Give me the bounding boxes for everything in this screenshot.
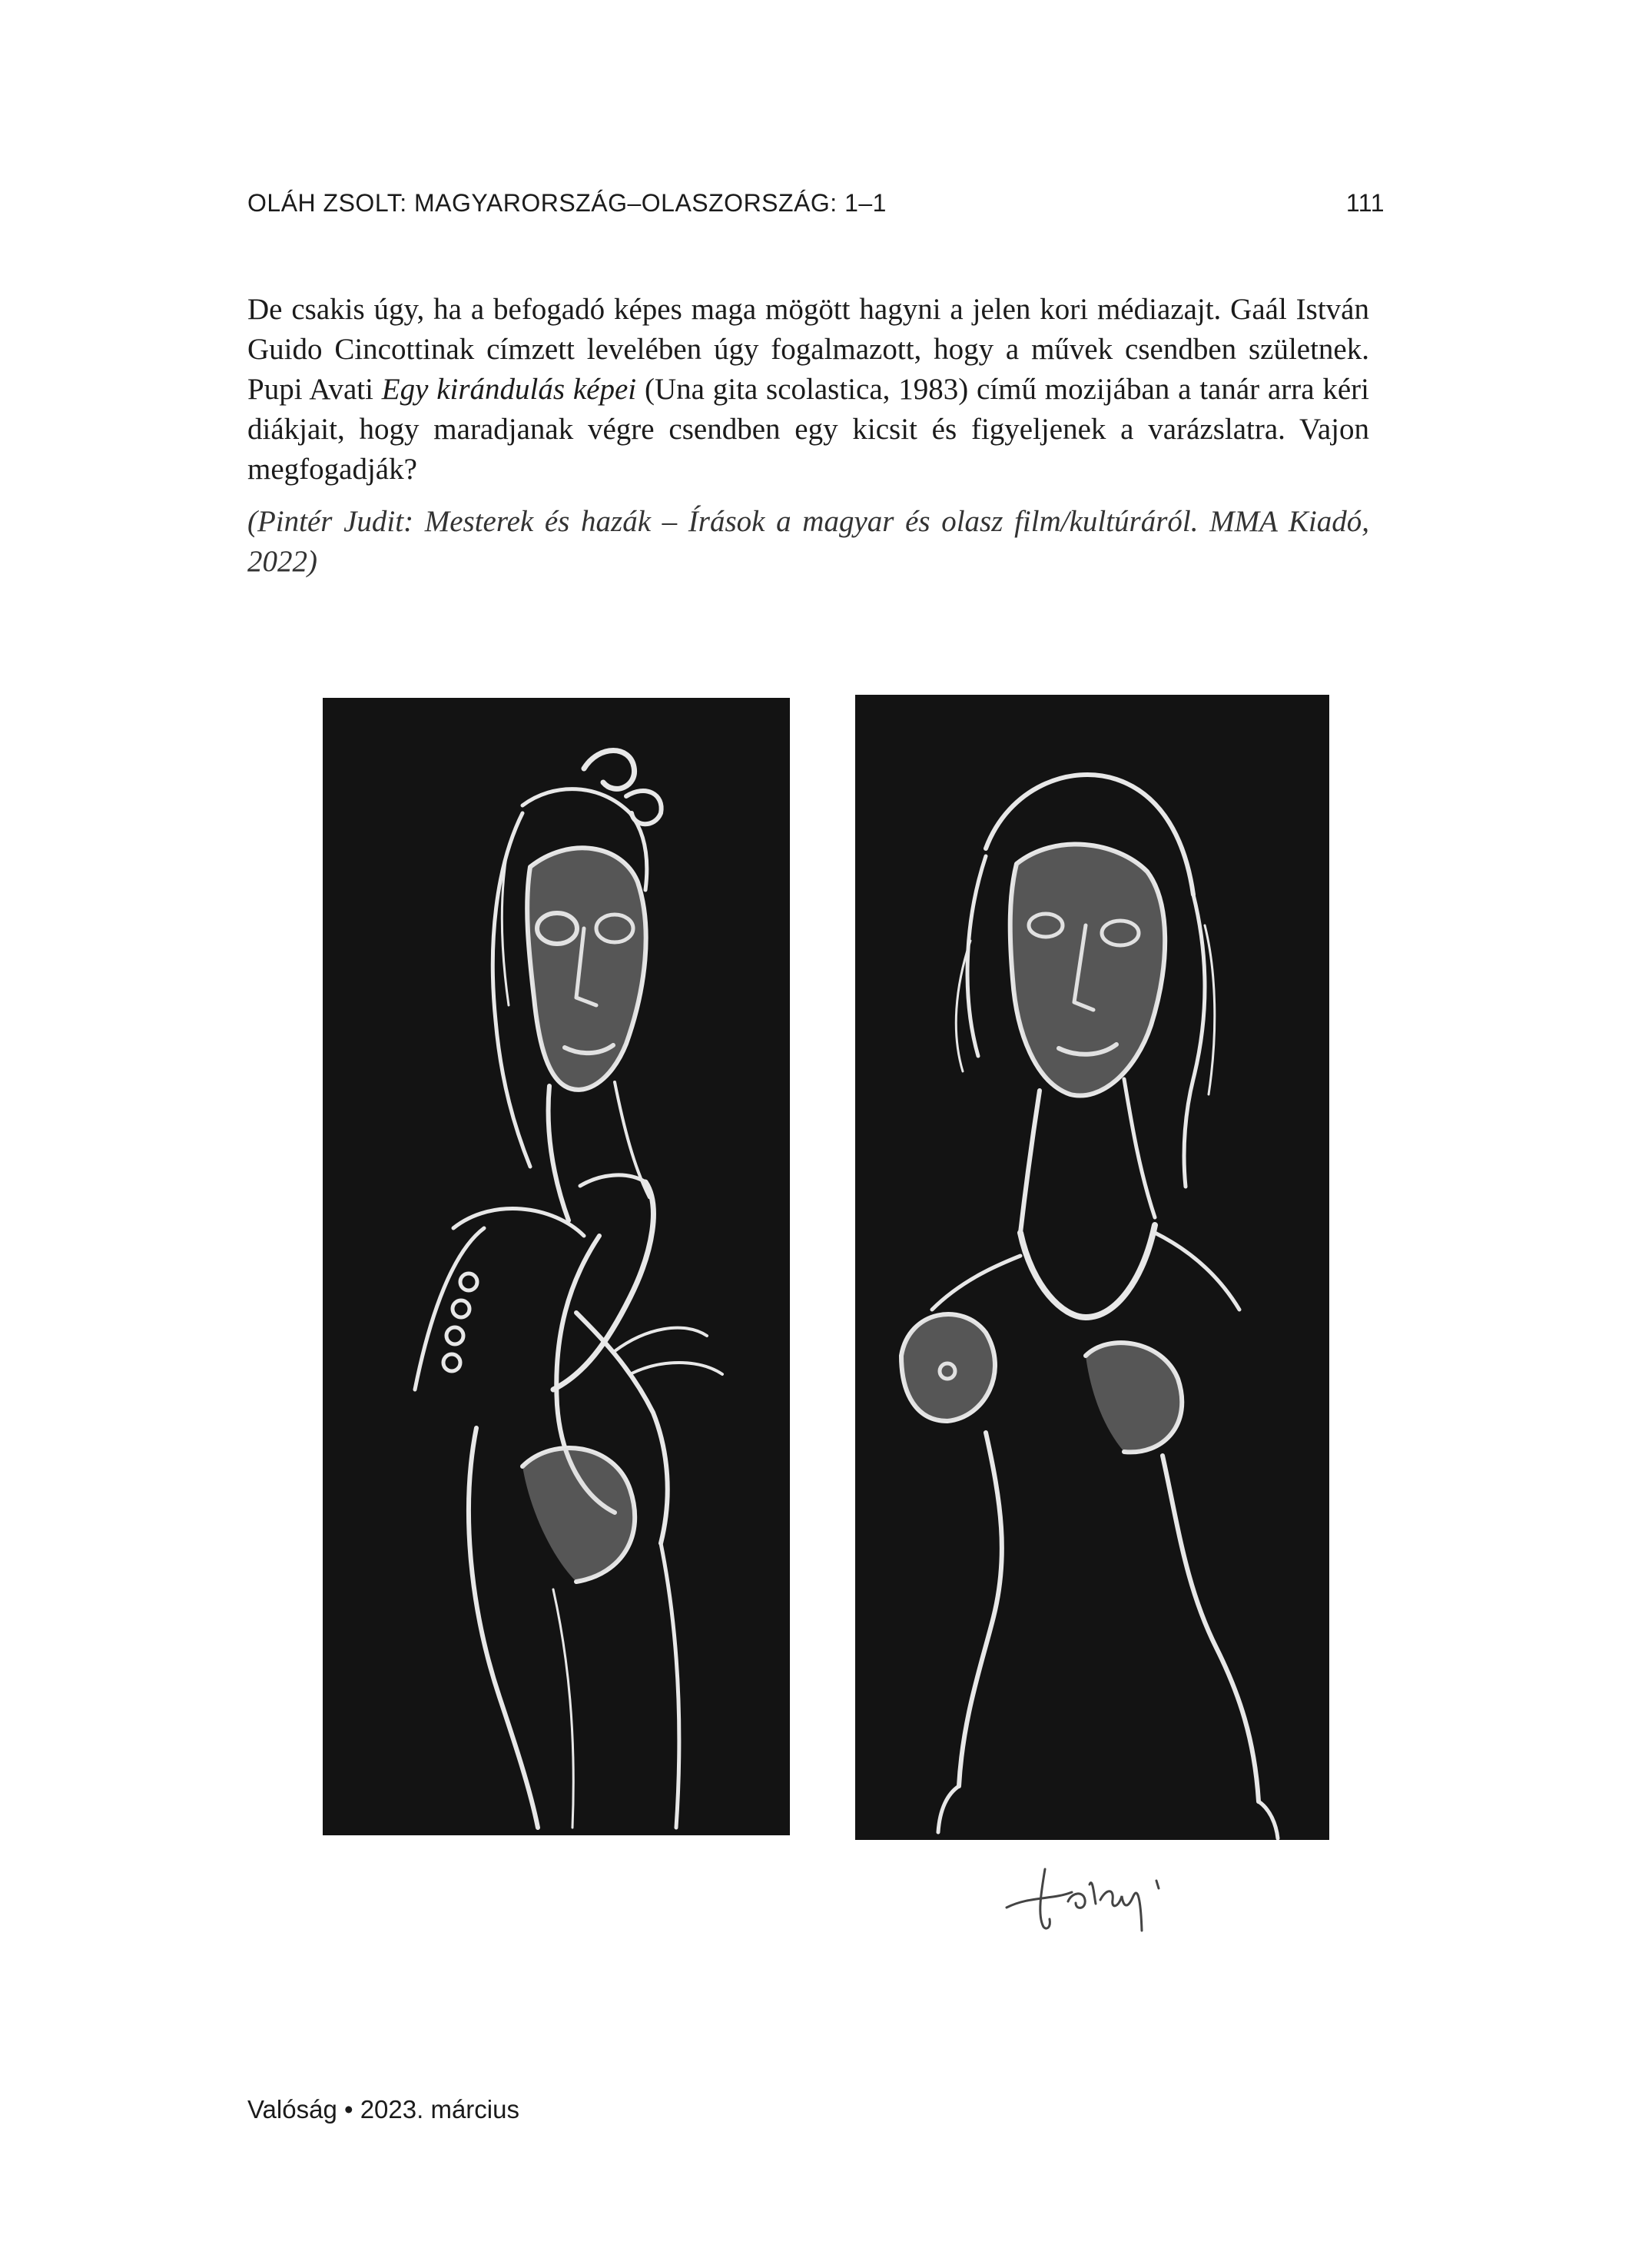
footer-separator: • <box>337 2095 360 2124</box>
body-paragraph <box>247 290 1369 490</box>
citation: (Pintér Judit: Mesterek és hazák – Írások a magyar és olasz film/kultúráról. MMA Kiadó, 2022) <box>247 505 1369 578</box>
artwork-left-drawing <box>323 698 790 1835</box>
journal-name: Valóság <box>247 2095 337 2124</box>
paragraph-part-2: (Una gita scolastica, 1983) című mozijában a tanár arra kéri diákjait, hogy maradjanak végre csendben egy kicsit és figyeljenek a varázslatra. Vajon megfogadják? <box>247 373 1370 486</box>
artwork-left-portrait <box>323 698 790 1835</box>
film-title: Egy kirándulás képei <box>381 373 637 406</box>
page-number: 111 <box>1345 189 1385 217</box>
issue-date: 2023. március <box>360 2095 519 2124</box>
paragraph-part-1: De csakis úgy, ha a befogadó képes maga mögött hagyni a jelen kori médiazajt. Gaál István Guido Cincottinak címzett levelében úgy fogalmazott, hogy a művek csendben születnek. Pupi Avati <box>247 293 1369 406</box>
footer <box>247 2095 519 2124</box>
running-title: OLÁH ZSOLT: MAGYARORSZÁG–OLASZORSZÁG: 1–1 <box>247 189 887 217</box>
artwork-right-portrait <box>855 695 1329 1840</box>
artist-signature <box>999 1854 1199 1938</box>
artwork-right-drawing <box>855 695 1329 1840</box>
running-head <box>247 189 1385 218</box>
